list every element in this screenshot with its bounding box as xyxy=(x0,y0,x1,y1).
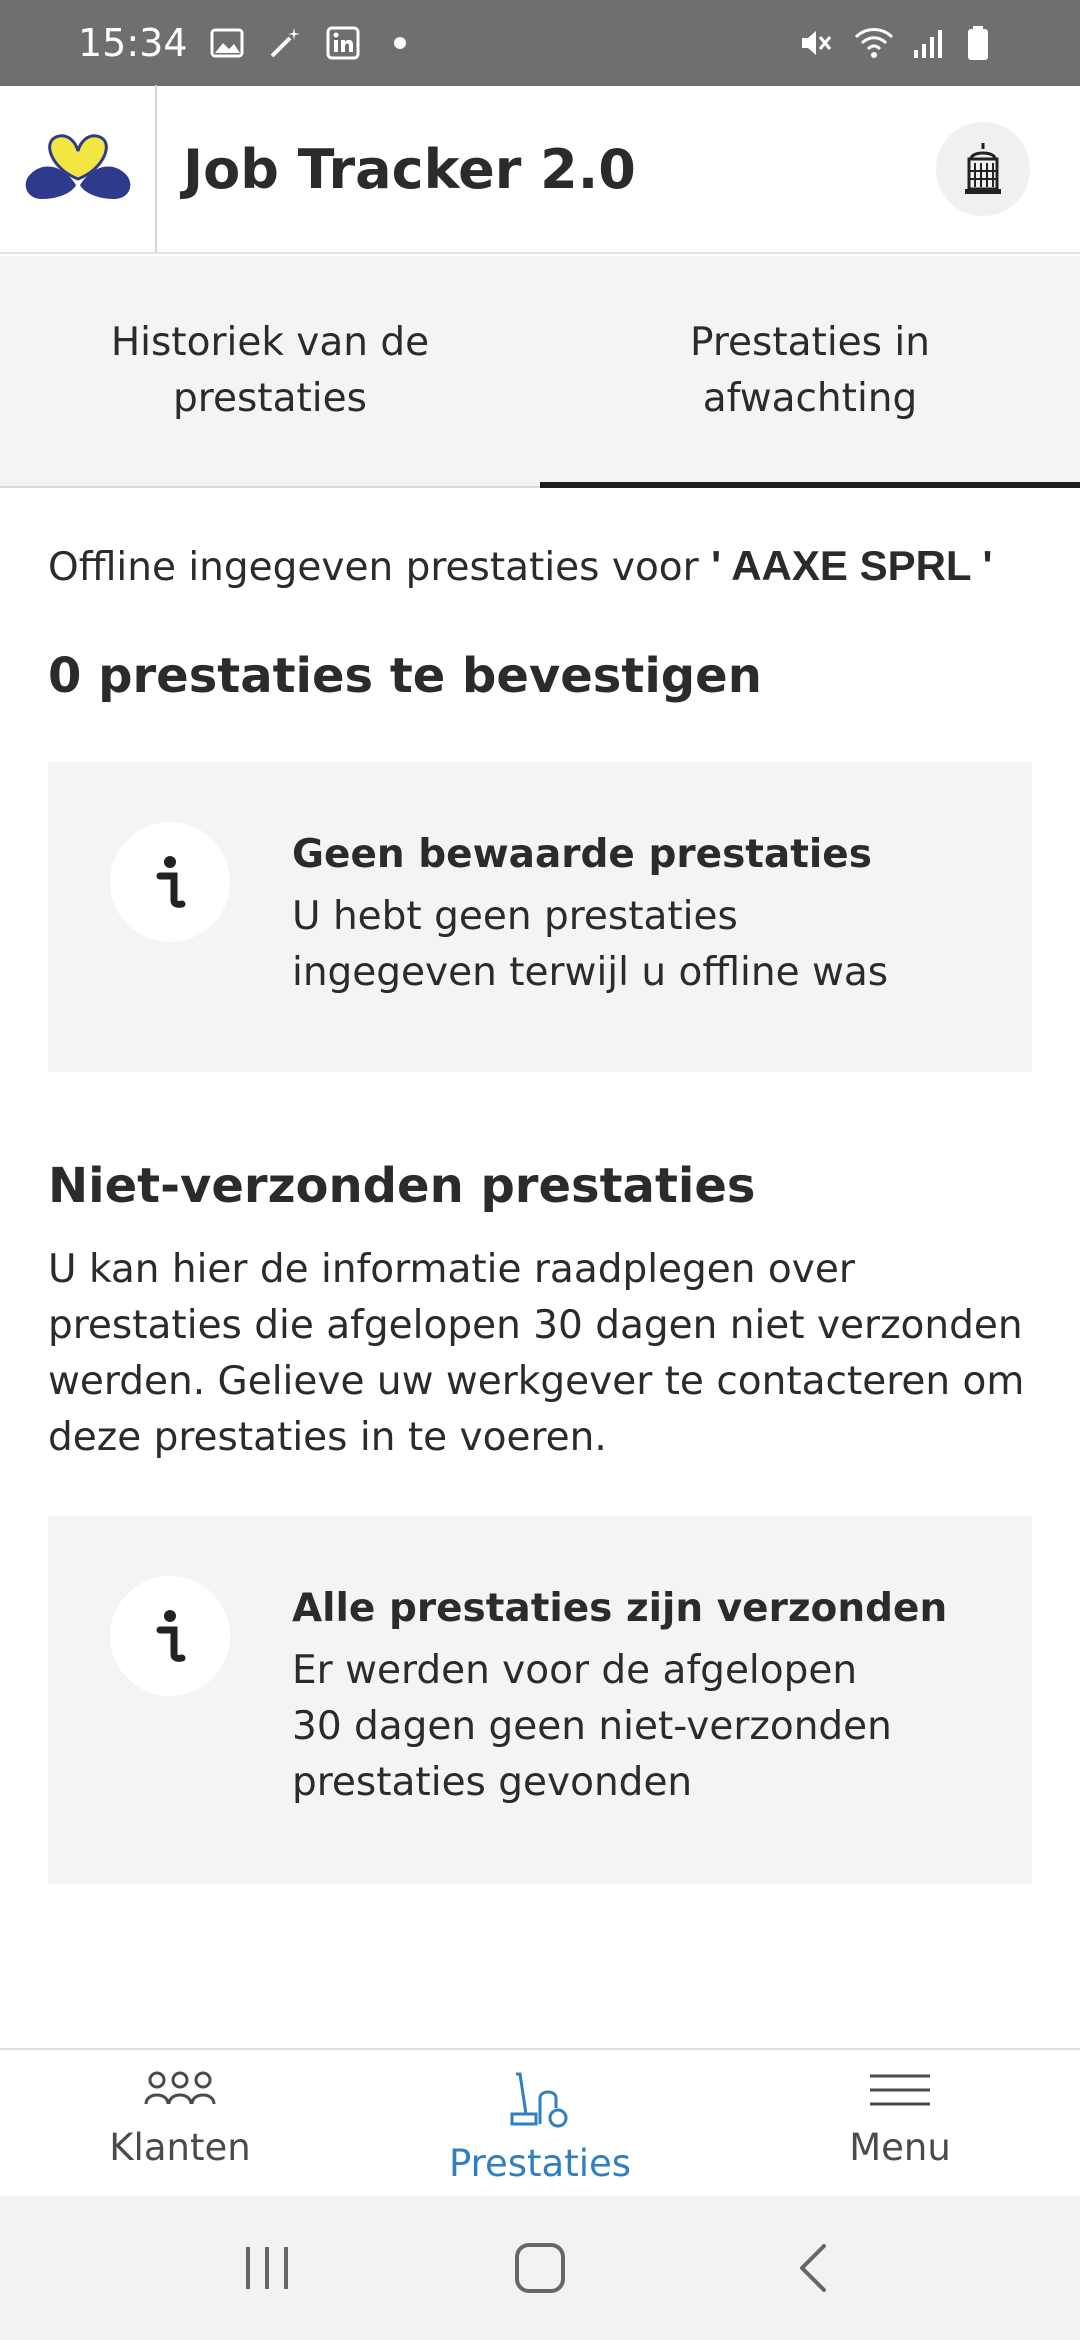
status-left xyxy=(78,21,406,65)
linkedin-icon xyxy=(326,25,362,61)
tab-historiek[interactable]: Historiek van de prestaties xyxy=(110,320,430,421)
nav-label: Klanten xyxy=(109,2126,251,2169)
offline-line xyxy=(48,542,1032,590)
saved-info-body: U hebt geen prestaties ingegeven terwijl u offline was xyxy=(292,894,889,995)
atomium-icon xyxy=(961,141,1005,197)
language-button[interactable] xyxy=(936,122,1030,216)
app-title: Job Tracker 2.0 xyxy=(183,137,636,201)
recent-apps-icon xyxy=(242,2245,292,2291)
status-bar xyxy=(0,0,1080,86)
nav-menu[interactable] xyxy=(720,2050,1080,2196)
main-content xyxy=(0,488,1080,1884)
recent-apps-button[interactable] xyxy=(227,2228,307,2308)
home-icon xyxy=(514,2242,566,2294)
battery-icon xyxy=(966,25,1002,61)
image-icon xyxy=(210,25,246,61)
home-button[interactable] xyxy=(500,2228,580,2308)
hamburger-icon xyxy=(868,2068,932,2116)
magic-wand-icon xyxy=(268,25,304,61)
bottom-nav xyxy=(0,2048,1080,2196)
info-icon xyxy=(110,822,230,942)
not-sent-title: Niet-verzonden prestaties xyxy=(48,1158,756,1214)
nav-label: Prestaties xyxy=(448,2142,632,2185)
not-sent-description: U kan hier de informatie raadplegen over prestaties die afgelopen 30 dagen niet verzonden werden. Gelieve uw werkgever te contacteren om deze prestaties in te voeren. xyxy=(48,1247,1025,1460)
saved-info-title: Geen bewaarde prestaties xyxy=(292,832,872,877)
sent-info-text xyxy=(292,1586,947,1811)
back-button[interactable] xyxy=(773,2228,853,2308)
system-nav xyxy=(0,2196,1080,2340)
people-icon xyxy=(143,2068,217,2116)
nav-label: Menu xyxy=(849,2126,951,2169)
sent-info-title: Alle prestaties zijn verzonden xyxy=(292,1586,948,1631)
count-title: 0 prestaties te bevestigen xyxy=(48,648,762,704)
company-name: ' AAXE SPRL ' xyxy=(711,542,993,589)
sent-info-body: Er werden voor de afgelopen 30 dagen geen niet-verzonden prestaties gevonden xyxy=(292,1648,892,1805)
nav-klanten[interactable] xyxy=(0,2050,360,2196)
tab-afwachting[interactable]: Prestaties in afwachting xyxy=(540,256,1080,486)
signal-icon xyxy=(910,25,946,61)
saved-info-text xyxy=(292,832,912,1001)
wifi-icon xyxy=(854,25,890,61)
info-icon xyxy=(110,1576,230,1696)
dot-icon xyxy=(394,37,406,49)
saved-info-box xyxy=(48,762,1032,1072)
offline-prefix: Offline ingegeven prestaties voor xyxy=(48,545,699,590)
status-right xyxy=(798,25,1002,61)
sent-info-box xyxy=(48,1516,1032,1884)
brussels-iris-logo xyxy=(22,129,134,209)
mute-icon xyxy=(798,25,834,61)
nav-prestaties[interactable] xyxy=(360,2050,720,2196)
logo xyxy=(0,85,157,253)
tab-bar xyxy=(0,256,1080,488)
back-icon xyxy=(796,2242,830,2294)
app-header xyxy=(0,86,1080,254)
vacuum-icon xyxy=(508,2068,572,2132)
status-time: 15:34 xyxy=(78,21,188,65)
